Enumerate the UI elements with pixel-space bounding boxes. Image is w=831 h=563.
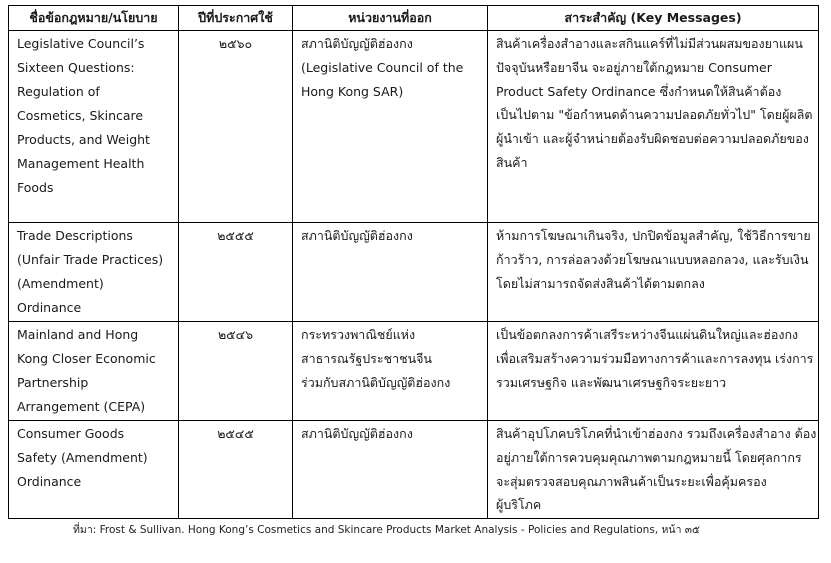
law-name-line: Arrangement (CEPA): [17, 399, 146, 414]
year-cell: ๒๕๔๖: [179, 322, 293, 421]
agency-line: Hong Kong SAR): [301, 84, 404, 99]
message-line: ผู้นำเข้า และผู้จำหน่ายต้องรับผิดชอบต่อความปลอดภัยของ: [496, 131, 809, 147]
agency-cell: [293, 223, 488, 322]
law-name-line: Cosmetics, Skincare: [17, 108, 144, 123]
message-line: เป็นไปตาม "ข้อกำหนดด้านความปลอดภัยทั่วไป" โดยผู้ผลิต: [496, 107, 813, 123]
message-cell: [488, 31, 819, 223]
agency-cell: [293, 31, 488, 223]
table-row: [9, 322, 819, 421]
message-line: ก้าวร้าว, การล่อลวงด้วยโฆษณาแบบหลอกลวง, และรับเงิน: [496, 251, 809, 267]
message-line: โดยไม่สามารถจัดส่งสินค้าได้ตามตกลง: [496, 275, 705, 291]
header-agency: หน่วยงานที่ออก: [293, 6, 488, 31]
message-line: จะสุ่มตรวจสอบคุณภาพสินค้าเป็นระยะเพื่อคุ้มครอง: [496, 473, 767, 489]
law-name-line: Trade Descriptions: [17, 228, 133, 243]
message-line: สินค้าอุปโภคบริโภคที่นำเข้าฮ่องกง รวมถึงเครื่องสำอาง ต้อง: [496, 426, 817, 441]
law-name-line: (Unfair Trade Practices): [17, 252, 164, 267]
header-key-messages: สาระสำคัญ (Key Messages): [488, 6, 819, 31]
law-name-line: Management Health: [17, 156, 145, 171]
law-name-line: (Amendment): [17, 276, 104, 291]
source-note: ที่มา: Frost & Sullivan. Hong Kong’s Cosmetics and Skincare Products Market Analysis - Policies and Regulations, หน้า ๓๕: [73, 524, 700, 536]
law-name-line: Safety (Amendment): [17, 450, 148, 465]
agency-line: (Legislative Council of the: [301, 60, 464, 75]
law-name-line: Regulation of: [17, 84, 100, 99]
law-name-line: Ordinance: [17, 474, 82, 489]
law-name-line: Ordinance: [17, 300, 82, 315]
law-name-line: Sixteen Questions:: [17, 60, 135, 75]
message-line: เป็นข้อตกลงการค้าเสรีระหว่างจีนแผ่นดินใหญ่และฮ่องกง: [496, 327, 799, 342]
law-name-cell: [9, 31, 179, 223]
law-name-line: Partnership: [17, 375, 89, 390]
law-name-cell: [9, 223, 179, 322]
table-row: [9, 421, 819, 519]
agency-line: สภานิติบัญญัติฮ่องกง: [301, 228, 413, 243]
law-name-line: Legislative Council’s: [17, 36, 145, 51]
agency-line: สภานิติบัญญัติฮ่องกง: [301, 36, 413, 51]
message-line: รวมเศรษฐกิจ และพัฒนาเศรษฐกิจระยะยาว: [496, 374, 727, 390]
message-cell: [488, 322, 819, 421]
message-line: สินค้า: [496, 154, 528, 170]
agency-line: สาธารณรัฐประชาชนจีน: [301, 351, 432, 366]
table-header: [9, 6, 819, 31]
agency-cell: [293, 322, 488, 421]
agency-line: ร่วมกับสภานิติบัญญัติฮ่องกง: [301, 375, 451, 390]
message-line: ปัจจุบันหรือยาจีน จะอยู่ภายใต้กฎหมาย Consumer: [496, 59, 772, 75]
table-row: [9, 31, 819, 223]
message-line: อยู่ภายใต้การควบคุมคุณภาพตามกฎหมายนี้ โดยศุลกากร: [496, 449, 802, 465]
message-line: สินค้าเครื่องสำอางและสกินแคร์ที่ไม่มีส่วนผสมของยาแผน: [496, 36, 803, 51]
table-row: [9, 223, 819, 322]
message-cell: [488, 421, 819, 519]
message-cell: [488, 223, 819, 322]
law-name-line: Foods: [17, 180, 54, 195]
message-line: ห้ามการโฆษณาเกินจริง, ปกปิดข้อมูลสำคัญ, ใช้วิธีการขาย: [496, 228, 811, 243]
law-name-line: Mainland and Hong: [17, 327, 139, 342]
agency-line: กระทรวงพาณิชย์แห่ง: [301, 327, 416, 342]
header-year: ปีที่ประกาศใช้: [179, 6, 293, 31]
message-line: เพื่อเสริมสร้างความร่วมมือทางการค้าและการลงทุน เร่งการ: [496, 350, 814, 366]
message-line: ผู้บริโภค: [496, 497, 542, 513]
year-cell: ๒๕๕๕: [179, 223, 293, 322]
policy-table: [8, 5, 819, 519]
law-name-line: Products, and Weight: [17, 132, 150, 147]
agency-cell: [293, 421, 488, 519]
header-row: [9, 6, 819, 31]
law-name-line: Consumer Goods: [17, 426, 125, 441]
table-body: [9, 31, 819, 519]
law-name-line: Kong Closer Economic: [17, 351, 156, 366]
law-name-cell: [9, 421, 179, 519]
year-cell: ๒๕๔๕: [179, 421, 293, 519]
header-law-name: ชื่อข้อกฎหมาย/นโยบาย: [9, 6, 179, 31]
law-name-cell: [9, 322, 179, 421]
message-line: Product Safety Ordinance ซึ่งกำหนดให้สินค้าต้อง: [496, 83, 782, 99]
agency-line: สภานิติบัญญัติฮ่องกง: [301, 426, 413, 441]
year-cell: ๒๕๖๐: [179, 31, 293, 223]
